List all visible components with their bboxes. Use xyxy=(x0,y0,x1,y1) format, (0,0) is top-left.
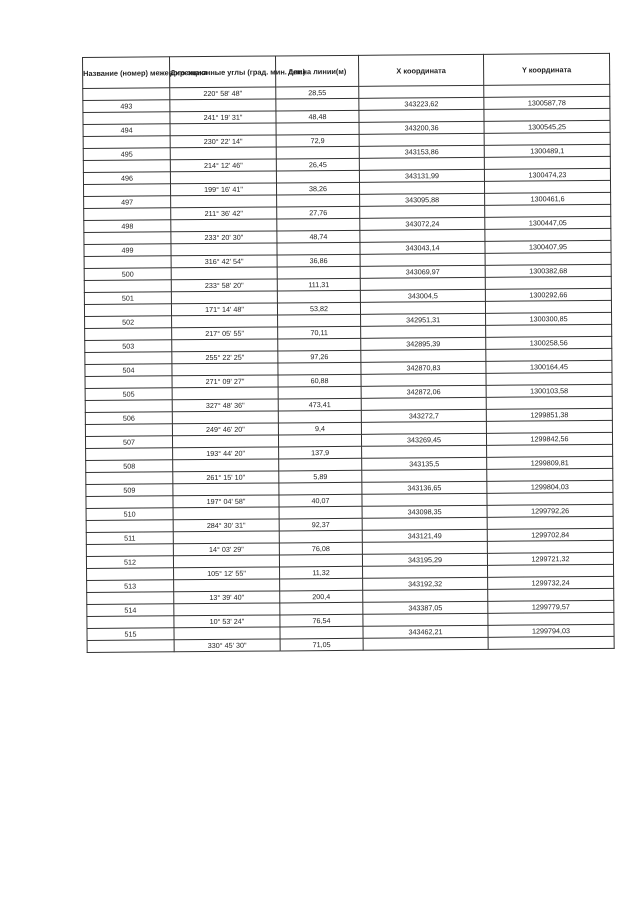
direction-angle-cell: 284° 30' 31" xyxy=(173,519,279,532)
point-name-cell: 513 xyxy=(87,580,174,593)
line-length-cell: 9,4 xyxy=(278,422,361,435)
header-direction-angle: Дирекционные углы (град. мин. сек.) xyxy=(170,56,276,88)
x-coordinate-cell xyxy=(361,325,486,338)
line-length-cell xyxy=(279,482,362,495)
direction-angle-cell: 10° 53' 24" xyxy=(174,615,280,628)
line-length-cell: 48,74 xyxy=(277,230,360,243)
line-length-cell xyxy=(278,314,361,327)
point-name-cell xyxy=(85,352,172,365)
y-coordinate-cell xyxy=(487,492,613,505)
point-name-cell: 507 xyxy=(85,436,172,449)
y-coordinate-cell: 1299792,26 xyxy=(487,504,613,517)
y-coordinate-cell: 1299809,81 xyxy=(487,456,613,469)
y-coordinate-cell: 1300292,66 xyxy=(485,288,611,301)
x-coordinate-cell xyxy=(361,397,486,410)
y-coordinate-cell: 1300258,56 xyxy=(486,336,612,349)
direction-angle-cell: 261° 15' 10" xyxy=(173,471,279,484)
direction-angle-cell xyxy=(173,531,279,544)
direction-angle-cell: 193° 44' 20" xyxy=(173,447,279,460)
line-length-cell: 40,07 xyxy=(279,494,362,507)
point-name-cell: 501 xyxy=(84,292,171,305)
direction-angle-cell xyxy=(173,483,279,496)
x-coordinate-cell xyxy=(363,613,488,626)
line-length-cell xyxy=(277,218,360,231)
point-name-cell xyxy=(86,448,173,461)
y-coordinate-cell xyxy=(484,156,610,169)
y-coordinate-cell xyxy=(484,132,610,145)
x-coordinate-cell xyxy=(363,589,488,602)
direction-angle-cell xyxy=(170,99,276,112)
line-length-cell xyxy=(279,506,362,519)
direction-angle-cell: 330° 45' 30" xyxy=(174,639,280,652)
line-length-cell: 97,26 xyxy=(278,350,361,363)
y-coordinate-cell xyxy=(486,372,612,385)
point-name-cell xyxy=(87,592,174,605)
x-coordinate-cell: 342895,39 xyxy=(361,337,486,350)
y-coordinate-cell: 1300164,45 xyxy=(486,360,612,373)
boundary-points-table xyxy=(82,53,615,653)
direction-angle-cell: 271° 09' 27" xyxy=(172,375,278,388)
point-name-cell: 505 xyxy=(85,388,172,401)
point-name-cell xyxy=(83,160,170,173)
y-coordinate-cell xyxy=(484,108,610,121)
line-length-cell: 28,55 xyxy=(276,86,359,99)
y-coordinate-cell xyxy=(485,300,611,313)
x-coordinate-cell xyxy=(361,373,486,386)
direction-angle-cell xyxy=(173,555,279,568)
y-coordinate-cell xyxy=(488,564,614,577)
y-coordinate-cell: 1299721,32 xyxy=(487,552,613,565)
direction-angle-cell xyxy=(174,603,280,616)
point-name-cell xyxy=(84,304,171,317)
x-coordinate-cell xyxy=(361,421,486,434)
x-coordinate-cell: 343069,97 xyxy=(360,265,485,278)
y-coordinate-cell: 1300300,85 xyxy=(486,312,612,325)
y-coordinate-cell: 1299779,57 xyxy=(488,600,614,613)
line-length-cell xyxy=(280,578,363,591)
direction-angle-cell: 249° 46' 20" xyxy=(172,423,278,436)
x-coordinate-cell xyxy=(360,205,485,218)
line-length-cell xyxy=(276,98,359,111)
y-coordinate-cell xyxy=(486,420,612,433)
line-length-cell xyxy=(278,386,361,399)
y-coordinate-cell xyxy=(488,588,614,601)
x-coordinate-cell xyxy=(363,565,488,578)
point-name-cell: 510 xyxy=(86,508,173,521)
table-body xyxy=(83,84,614,652)
y-coordinate-cell: 1300489,1 xyxy=(484,144,610,157)
x-coordinate-cell: 343098,35 xyxy=(362,505,487,518)
line-length-cell: 36,86 xyxy=(277,254,360,267)
direction-angle-cell: 14° 03' 29" xyxy=(173,543,279,556)
x-coordinate-cell xyxy=(360,277,485,290)
point-name-cell: 498 xyxy=(84,220,171,233)
y-coordinate-cell xyxy=(486,348,612,361)
line-length-cell: 26,45 xyxy=(276,158,359,171)
line-length-cell: 71,05 xyxy=(280,638,363,651)
line-length-cell xyxy=(277,242,360,255)
y-coordinate-cell: 1300447,05 xyxy=(485,216,611,229)
direction-angle-cell xyxy=(172,315,278,328)
line-length-cell: 53,82 xyxy=(277,302,360,315)
y-coordinate-cell: 1299794,03 xyxy=(488,624,614,637)
direction-angle-cell xyxy=(172,339,278,352)
x-coordinate-cell: 343462,21 xyxy=(363,625,488,638)
x-coordinate-cell: 343223,62 xyxy=(359,97,484,110)
x-coordinate-cell: 343043,14 xyxy=(360,241,485,254)
line-length-cell: 72,9 xyxy=(276,134,359,147)
point-name-cell: 515 xyxy=(87,628,174,641)
x-coordinate-cell: 343192,32 xyxy=(363,577,488,590)
x-coordinate-cell xyxy=(361,349,486,362)
line-length-cell: 76,08 xyxy=(279,542,362,555)
direction-angle-cell: 327° 48' 36" xyxy=(172,399,278,412)
x-coordinate-cell xyxy=(363,637,488,650)
x-coordinate-cell xyxy=(359,109,484,122)
x-coordinate-cell xyxy=(360,301,485,314)
boundary-points-table-sheet xyxy=(82,53,616,843)
line-length-cell: 70,11 xyxy=(278,326,361,339)
direction-angle-cell xyxy=(174,627,280,640)
direction-angle-cell xyxy=(170,123,276,136)
x-coordinate-cell xyxy=(362,517,487,530)
direction-angle-cell: 255° 22' 25" xyxy=(172,351,278,364)
line-length-cell: 5,89 xyxy=(279,470,362,483)
line-length-cell: 38,26 xyxy=(276,182,359,195)
point-name-cell: 497 xyxy=(84,196,171,209)
point-name-cell: 503 xyxy=(85,340,172,353)
direction-angle-cell: 233° 58' 20" xyxy=(171,279,277,292)
point-name-cell: 494 xyxy=(83,124,170,137)
point-name-cell: 506 xyxy=(85,412,172,425)
point-name-cell xyxy=(87,640,174,653)
y-coordinate-cell: 1299804,03 xyxy=(487,480,613,493)
point-name-cell xyxy=(85,376,172,389)
line-length-cell: 60,88 xyxy=(278,374,361,387)
y-coordinate-cell: 1299842,56 xyxy=(486,432,612,445)
direction-angle-cell xyxy=(170,171,276,184)
line-length-cell: 200,4 xyxy=(280,590,363,603)
direction-angle-cell xyxy=(174,579,280,592)
line-length-cell xyxy=(280,602,363,615)
y-coordinate-cell xyxy=(485,276,611,289)
y-coordinate-cell: 1300545,25 xyxy=(484,120,610,133)
line-length-cell xyxy=(276,170,359,183)
direction-angle-cell: 105° 12' 55" xyxy=(174,567,280,580)
x-coordinate-cell xyxy=(359,157,484,170)
line-length-cell: 11,32 xyxy=(280,566,363,579)
point-name-cell: 495 xyxy=(83,148,170,161)
header-x-coordinate: X координата xyxy=(358,54,483,86)
line-length-cell: 27,76 xyxy=(277,206,360,219)
point-name-cell: 504 xyxy=(85,364,172,377)
line-length-cell: 92,37 xyxy=(279,518,362,531)
y-coordinate-cell xyxy=(486,396,612,409)
x-coordinate-cell: 343272,7 xyxy=(361,409,486,422)
x-coordinate-cell: 343131,99 xyxy=(359,169,484,182)
point-name-cell xyxy=(86,496,173,509)
x-coordinate-cell xyxy=(360,253,485,266)
x-coordinate-cell: 343121,49 xyxy=(362,529,487,542)
y-coordinate-cell xyxy=(488,636,614,649)
direction-angle-cell xyxy=(171,267,277,280)
point-name-cell: 514 xyxy=(87,604,174,617)
direction-angle-cell xyxy=(171,219,277,232)
direction-angle-cell xyxy=(173,507,279,520)
direction-angle-cell: 217° 05' 55" xyxy=(172,327,278,340)
point-name-cell: 512 xyxy=(86,556,173,569)
direction-angle-cell: 241° 19' 31" xyxy=(170,111,276,124)
direction-angle-cell: 13° 39' 40" xyxy=(174,591,280,604)
x-coordinate-cell: 342951,31 xyxy=(361,313,486,326)
x-coordinate-cell xyxy=(362,469,487,482)
x-coordinate-cell xyxy=(362,541,487,554)
line-length-cell: 473,41 xyxy=(278,398,361,411)
direction-angle-cell xyxy=(171,291,277,304)
x-coordinate-cell xyxy=(359,85,484,98)
x-coordinate-cell: 343195,29 xyxy=(362,553,487,566)
point-name-cell xyxy=(83,88,170,101)
line-length-cell xyxy=(280,626,363,639)
line-length-cell: 76,54 xyxy=(280,614,363,627)
point-name-cell xyxy=(84,184,171,197)
x-coordinate-cell: 343072,24 xyxy=(360,217,485,230)
y-coordinate-cell: 1299732,24 xyxy=(488,576,614,589)
direction-angle-cell xyxy=(172,411,278,424)
y-coordinate-cell: 1300407,95 xyxy=(485,240,611,253)
line-length-cell xyxy=(279,554,362,567)
y-coordinate-cell: 1299851,38 xyxy=(486,408,612,421)
point-name-cell: 493 xyxy=(83,100,170,113)
point-name-cell xyxy=(86,472,173,485)
direction-angle-cell: 230° 22' 14" xyxy=(170,135,276,148)
y-coordinate-cell: 1300474,23 xyxy=(484,168,610,181)
point-name-cell xyxy=(86,520,173,533)
y-coordinate-cell xyxy=(485,204,611,217)
line-length-cell xyxy=(277,266,360,279)
line-length-cell: 111,31 xyxy=(277,278,360,291)
point-name-cell xyxy=(84,256,171,269)
line-length-cell xyxy=(277,290,360,303)
line-length-cell xyxy=(278,410,361,423)
x-coordinate-cell: 343095,88 xyxy=(360,193,485,206)
x-coordinate-cell: 343200,36 xyxy=(359,121,484,134)
y-coordinate-cell xyxy=(487,444,613,457)
header-line-length: Длина линии(м) xyxy=(275,55,358,87)
x-coordinate-cell xyxy=(359,133,484,146)
x-coordinate-cell: 343387,05 xyxy=(363,601,488,614)
line-length-cell: 137,9 xyxy=(279,446,362,459)
y-coordinate-cell xyxy=(487,516,613,529)
line-length-cell xyxy=(276,122,359,135)
x-coordinate-cell xyxy=(362,493,487,506)
line-length-cell xyxy=(278,434,361,447)
y-coordinate-cell: 1300103,58 xyxy=(486,384,612,397)
header-y-coordinate: Y координата xyxy=(483,53,609,85)
y-coordinate-cell: 1300461,6 xyxy=(485,192,611,205)
direction-angle-cell xyxy=(172,363,278,376)
direction-angle-cell xyxy=(170,147,276,160)
x-coordinate-cell: 342870,83 xyxy=(361,361,486,374)
header-point-name: Название (номер) межевого знака xyxy=(83,57,170,89)
x-coordinate-cell xyxy=(360,229,485,242)
line-length-cell xyxy=(277,194,360,207)
point-name-cell xyxy=(86,544,173,557)
direction-angle-cell: 316° 42' 54" xyxy=(171,255,277,268)
direction-angle-cell: 233° 20' 30" xyxy=(171,231,277,244)
y-coordinate-cell xyxy=(485,228,611,241)
y-coordinate-cell xyxy=(484,84,610,97)
direction-angle-cell xyxy=(171,243,277,256)
x-coordinate-cell: 342872,06 xyxy=(361,385,486,398)
line-length-cell xyxy=(278,338,361,351)
line-length-cell xyxy=(278,362,361,375)
point-name-cell: 502 xyxy=(85,316,172,329)
line-length-cell xyxy=(279,458,362,471)
y-coordinate-cell: 1300587,78 xyxy=(484,96,610,109)
direction-angle-cell xyxy=(172,435,278,448)
point-name-cell: 509 xyxy=(86,484,173,497)
point-name-cell xyxy=(83,136,170,149)
direction-angle-cell: 197° 04' 58" xyxy=(173,495,279,508)
x-coordinate-cell: 343153,86 xyxy=(359,145,484,158)
y-coordinate-cell xyxy=(486,324,612,337)
point-name-cell xyxy=(85,424,172,437)
table-header-row xyxy=(83,53,610,88)
line-length-cell xyxy=(276,146,359,159)
point-name-cell: 508 xyxy=(86,460,173,473)
point-name-cell xyxy=(85,400,172,413)
x-coordinate-cell: 343004,5 xyxy=(360,289,485,302)
y-coordinate-cell xyxy=(485,252,611,265)
point-name-cell xyxy=(83,112,170,125)
x-coordinate-cell xyxy=(362,445,487,458)
point-name-cell: 499 xyxy=(84,244,171,257)
direction-angle-cell: 171° 14' 48" xyxy=(171,303,277,316)
line-length-cell: 48,48 xyxy=(276,110,359,123)
point-name-cell: 500 xyxy=(84,268,171,281)
y-coordinate-cell: 1300382,68 xyxy=(485,264,611,277)
direction-angle-cell: 199° 16' 41" xyxy=(170,183,276,196)
x-coordinate-cell: 343135,5 xyxy=(362,457,487,470)
point-name-cell: 511 xyxy=(86,532,173,545)
x-coordinate-cell xyxy=(359,181,484,194)
point-name-cell: 496 xyxy=(83,172,170,185)
line-length-cell xyxy=(279,530,362,543)
point-name-cell xyxy=(84,232,171,245)
direction-angle-cell: 220° 58' 48" xyxy=(170,87,276,100)
point-name-cell xyxy=(84,208,171,221)
x-coordinate-cell: 343269,45 xyxy=(361,433,486,446)
y-coordinate-cell xyxy=(488,612,614,625)
direction-angle-cell xyxy=(173,459,279,472)
point-name-cell xyxy=(85,328,172,341)
y-coordinate-cell: 1299702,84 xyxy=(487,528,613,541)
x-coordinate-cell: 343136,65 xyxy=(362,481,487,494)
point-name-cell xyxy=(84,280,171,293)
point-name-cell xyxy=(87,568,174,581)
direction-angle-cell: 211° 36' 42" xyxy=(171,207,277,220)
direction-angle-cell: 214° 12' 46" xyxy=(170,159,276,172)
point-name-cell xyxy=(87,616,174,629)
y-coordinate-cell xyxy=(484,180,610,193)
direction-angle-cell xyxy=(172,387,278,400)
direction-angle-cell xyxy=(171,195,277,208)
y-coordinate-cell xyxy=(487,540,613,553)
y-coordinate-cell xyxy=(487,468,613,481)
